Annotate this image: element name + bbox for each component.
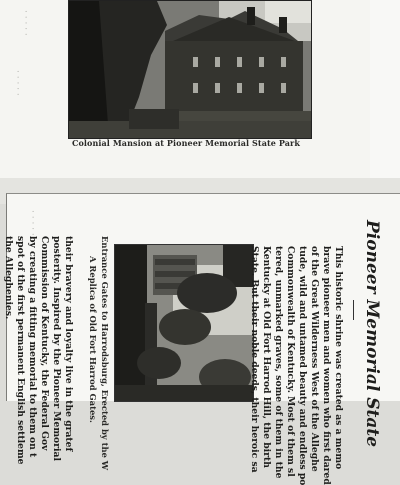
intro-line: State. But their noble deeds, their heroic sa (249, 246, 260, 473)
closing-line: their bravery and loyalty live in the gratef (63, 236, 74, 452)
bleed-through-text: · · · · · (20, 10, 30, 36)
closing-line: posterity. Inspired by the Pioneer Memorial (51, 236, 62, 461)
closing-line: the Alleghenies. (3, 236, 14, 320)
page-title: Pioneer Memorial State (362, 220, 382, 448)
title-rule (353, 300, 354, 320)
gate-photo-caption: Entrance Gates to Harrodsburg, Erected by the W (100, 236, 110, 471)
bleed-through-text: · · · · · (12, 70, 22, 96)
mansion-image (69, 1, 311, 138)
intro-line: Kentucky at Old Fort Harrod Hill, the birth (261, 246, 272, 468)
top-page-edge (370, 0, 400, 184)
bleed-through-text: · · · · · (27, 210, 37, 236)
intro-line: tude, wild and untamed beauty and endless po (297, 246, 308, 485)
gate-image (115, 245, 253, 401)
mansion-photo-caption: Colonial Mansion at Pioneer Memorial State Park (71, 138, 300, 148)
gate-photo-subcaption: A Replica of Old Fort Harrod Gates. (88, 256, 98, 423)
fort-harrod-gates-photo (114, 244, 254, 402)
top-page (0, 0, 373, 179)
colonial-mansion-photo (68, 0, 312, 139)
closing-line: Commission of Kentucky, the Federal Gov (39, 236, 50, 451)
intro-line: of the Great Wilderness West of the Alleghe (309, 246, 320, 472)
closing-line: spot of the first permanent English settleme (15, 236, 26, 465)
intro-line: This historic shrine was created as a memo (333, 246, 344, 470)
intro-line: brave pioneer men and women who first dared (321, 246, 332, 485)
intro-line: tered, unmarked graves, some of them in the (273, 246, 284, 479)
intro-line: Commonwealth of Kentucky. Most of them sl (285, 246, 296, 477)
closing-line: by creating a fitting memorial to them on t (27, 236, 38, 458)
